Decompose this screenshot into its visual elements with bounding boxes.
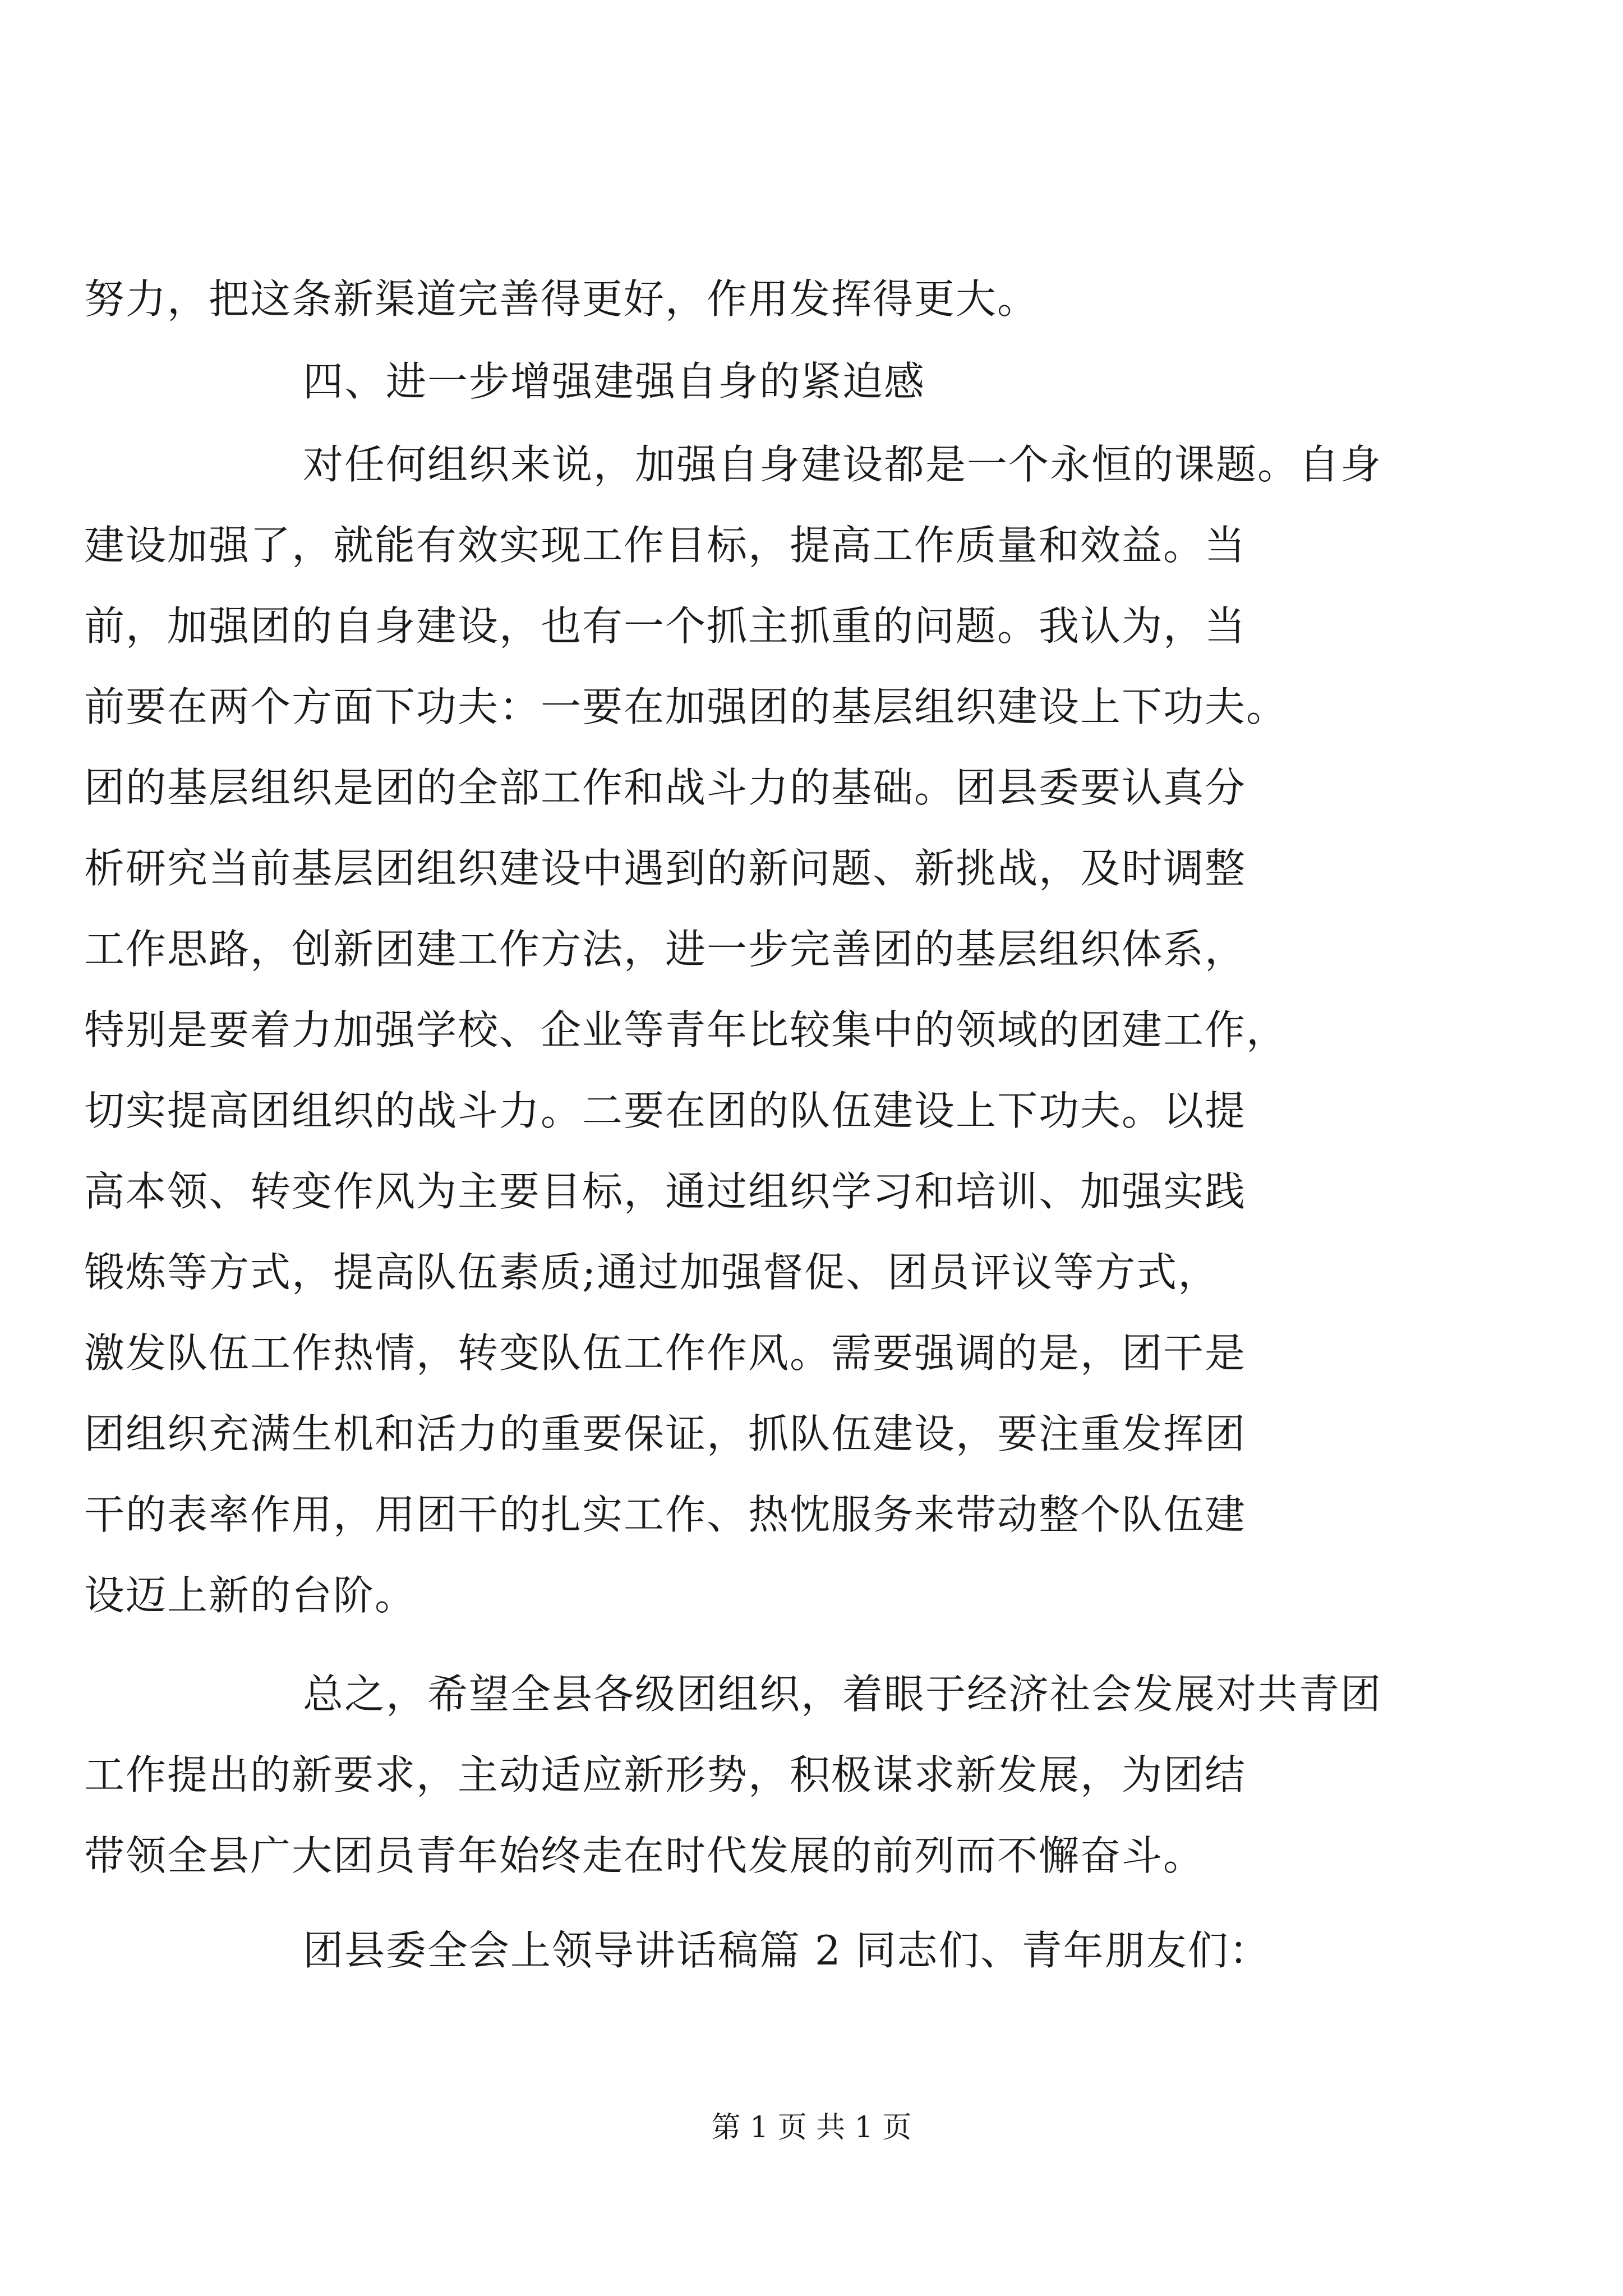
- body-line: 特别是要着力加强学校、企业等青年比较集中的领域的团建工作，: [84, 1006, 1288, 1053]
- body-line: 高本领、转变作风为主要目标，通过组织学习和培训、加强实践: [84, 1168, 1247, 1215]
- body-line: 切实提高团组织的战斗力。二要在团的队伍建设上下功夫。以提: [84, 1087, 1247, 1134]
- body-line: 工作提出的新要求，主动适应新形势，积极谋求新发展，为团结: [84, 1751, 1247, 1798]
- body-line: 析研究当前基层团组织建设中遇到的新问题、新挑战，及时调整: [84, 845, 1247, 892]
- body-line: 团的基层组织是团的全部工作和战斗力的基础。团县委要认真分: [84, 764, 1247, 811]
- page-footer: 第 1 页 共 1 页: [711, 2111, 912, 2145]
- body-line: 锻炼等方式，提高队伍素质;通过加强督促、团员评议等方式，: [84, 1249, 1220, 1296]
- body-line: 团组织充满生机和活力的重要保证，抓队伍建设，要注重发挥团: [84, 1410, 1247, 1457]
- body-line: 建设加强了，就能有效实现工作目标，提高工作质量和效益。当: [84, 522, 1247, 569]
- body-line: 前要在两个方面下功夫：一要在加强团的基层组织建设上下功夫。: [84, 683, 1288, 730]
- body-line: 设迈上新的台阶。: [84, 1572, 417, 1619]
- body-line: 工作思路，创新团建工作方法，进一步完善团的基层组织体系，: [84, 926, 1247, 973]
- body-line: 努力，把这条新渠道完善得更好，作用发挥得更大。: [84, 275, 1039, 323]
- body-line: 前，加强团的自身建设，也有一个抓主抓重的问题。我认为，当: [84, 602, 1247, 650]
- body-line: 对任何组织来说，加强自身建设都是一个永恒的课题。自身: [303, 441, 1382, 488]
- body-line: 总之，希望全县各级团组织，着眼于经济社会发展对共青团: [303, 1671, 1382, 1718]
- body-line: 激发队伍工作热情，转变队伍工作作风。需要强调的是，团干是: [84, 1329, 1247, 1377]
- body-line: 带领全县广大团员青年始终走在时代发展的前列而不懈奋斗。: [84, 1832, 1205, 1879]
- body-line: 团县委全会上领导讲话稿篇 2 同志们、青年朋友们：: [303, 1927, 1271, 1974]
- section-heading: 四、进一步增强建强自身的紧迫感: [303, 358, 926, 405]
- body-line: 干的表率作用，用团干的扎实工作、热忱服务来带动整个队伍建: [84, 1491, 1247, 1538]
